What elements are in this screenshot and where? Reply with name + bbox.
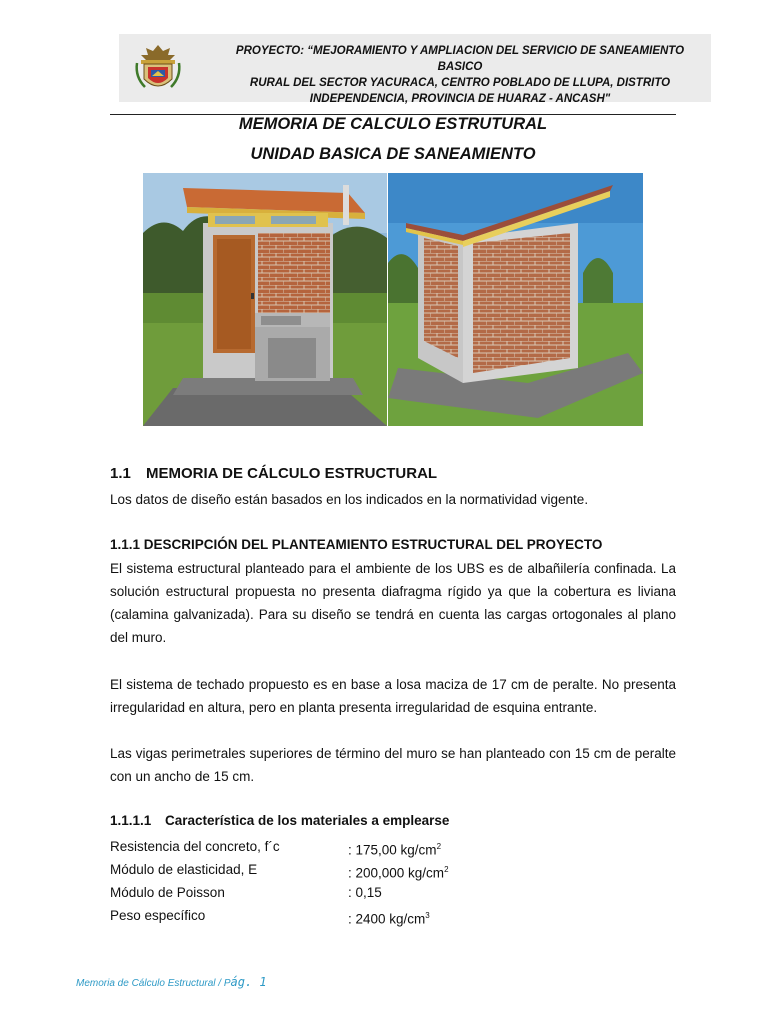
materials-title: Característica de los materiales a emplearse [165, 813, 450, 828]
section-intro: Los datos de diseño están basados en los indicados en la normatividad vigente. [110, 492, 589, 507]
material-label: Módulo de elasticidad, E [110, 862, 258, 877]
material-row [110, 835, 449, 858]
material-value: : 2400 $kg/cm^3$ [348, 911, 430, 927]
materials-list [110, 835, 449, 927]
material-row [110, 858, 449, 881]
ubs-front-photo [143, 173, 387, 426]
project-header [218, 43, 702, 107]
material-value: : 175,00 $kg/cm^2$ [348, 842, 442, 858]
subsection-heading: 1.1.1 DESCRIPCIÓN DEL PLANTEAMIENTO ESTRUCTURAL DEL PROYECTO [110, 537, 603, 552]
material-row [110, 881, 449, 904]
document-title: MEMORIA DE CALCULO ESTRUTURAL [238, 115, 548, 133]
paragraph-beams: Las vigas perimetrales superiores de término del muro se han planteado con 15 cm de peralte con un ancho de 15 cm. [110, 746, 676, 784]
header-line-1: PROYECTO: “MEJORAMIENTO Y AMPLIACION DEL SERVICIO DE SANEAMIENTO BASICO [235, 45, 685, 73]
municipal-crest-logo [131, 43, 185, 95]
document-subtitle: UNIDAD BASICA DE SANEAMIENTO [250, 145, 536, 163]
material-label: Peso específico [110, 908, 206, 923]
footer-page-number: ág. 1 [230, 975, 267, 989]
material-label: Resistencia del concreto, f´c [110, 839, 280, 854]
paragraph-roof-system: El sistema de techado propuesto es en base a losa maciza de 17 cm de peralte. No presenta irregularidad en altura, pero en planta presenta irregularidad de esquina entrante. [110, 677, 676, 715]
ubs-side-photo [388, 173, 643, 426]
material-row [110, 904, 449, 927]
materials-heading [110, 813, 449, 828]
header-line-2: RURAL DEL SECTOR YACURACA, CENTRO POBLADO DE LLUPA, DISTRITO [249, 77, 671, 89]
material-value: : 200,000 $kg/cm^2$ [348, 865, 449, 881]
materials-number: 1.1.1.1 [110, 813, 152, 828]
footer-text: Memoria de Cálculo Estructural / P [76, 978, 231, 989]
section-title: MEMORIA DE CÁLCULO ESTRUCTURAL [146, 465, 438, 482]
material-label: Módulo de Poisson [110, 885, 225, 900]
material-value: : 0,15 [348, 885, 382, 900]
section-number: 1.1 [110, 465, 131, 482]
header-line-3: INDEPENDENCIA, PROVINCIA DE HUARAZ - ANCASH" [309, 93, 611, 105]
page-footer [76, 975, 267, 989]
section-heading [110, 465, 437, 482]
paragraph-structural-system: El sistema estructural planteado para el ambiente de los UBS es de albañilería confinada. La solución estructural propuesta no presenta diafragma rígido ya que la cobertura es liviana (calamina galvanizada). Para su diseño se tendrá en cuenta las cargas ortogonales al plano del muro. [110, 561, 676, 645]
